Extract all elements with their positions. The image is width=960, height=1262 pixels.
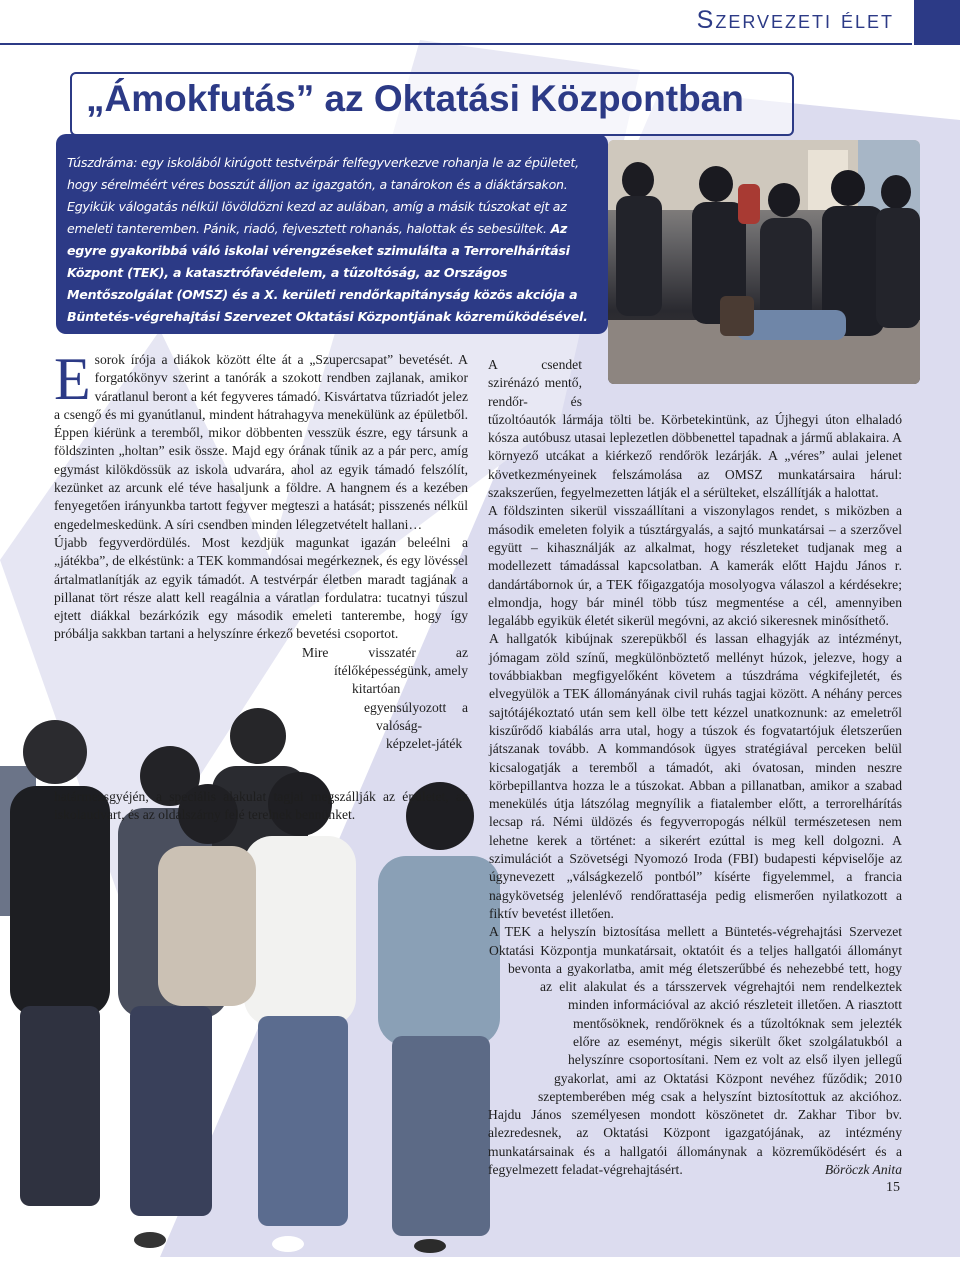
paragraph-right-2: A földszinten sikerül visszaállítani a viszonylagos rendet, s miközben a második emeleten folyik a túsztárgyalás, a sajtó munkatársai – a szerzővel együtt – kihasználják az alkalmat, hogy részleteket tudjanak meg a modellezett támadással kapcsolatban. A kamerák előtt Hajdu János r. dandártábornok úr, a TEK főigazgatója mosolyogva válaszol a kérdésekre; elmondja, hogy bár minél több túsz megmentése a cél, amennyiben legalább egyikük életét sikerül megóvni, az akció sikeresnek minősíthető. <box>488 503 902 629</box>
paragraph-right-4: A TEK a helyszín biztosítása mellett a Büntetés-végrehajtási Szervezet Oktatási Központja munkatársait, oktatóit és a teljes hallgatói állományt bevonta a gyakorlatba, amit még életszerűbbé és nehezebbé tett, hogy az elit alakulat és a társszervek végrehajtói nem rendelkeztek minden információval az akció részleteit illetően. A riasztott mentősöknek, rendőröknek és a tűzoltóknak sem jelezték előre az eseményt, mégis sikerült őket szolgálatukból a helyszínre csoportosítani. Nem ez volt az első ilyen jellegű gyakorlat, ami az Oktatási Központ nevéhez fűződik; 2010 szeptemberében még csak a helyszínt biztosítottuk az akcióhoz. Hajdu János személyesen mondott köszönetet dr. Zakhar Tibor bv. alezredesnek, az Oktatási Központ igazgatójának, az intézmény munkatársainak és a hallgatói állománynak a közreműködésért és a fegyelmezett feladat-végrehajtásért. Böröczk Anita <box>488 923 902 1179</box>
swat-team-photo <box>608 140 920 384</box>
lead-text <box>67 152 596 328</box>
section-label: Szervezeti élet <box>696 6 894 34</box>
drop-cap: E <box>54 346 91 412</box>
paragraph-3-wrap <box>54 644 468 825</box>
article-title: „Ámokfutás” az Oktatási Központban <box>86 78 744 119</box>
lead-bold: Az egyre gyakoribbá váló iskolai vérengzéseket szimulálta a Terrorelhárítási Központ (TEK), a katasztrófavédelem, a tűzoltóság, az Országos Mentőszolgálat (OMSZ) és a X. kerületi rendőrkapitányság közös akciója a Büntetés-végrehajtási Szervezet Oktatási Központjának közreműködésével. <box>67 221 588 324</box>
lead-box <box>56 134 608 334</box>
header-block <box>914 0 960 45</box>
lead-italic: Túszdráma: egy iskolából kirúgott testvérpár felfegyverkezve rohanja le az épületet, hogy sérelméért véres bosszút álljon az igazgatón, a tanárokon és a diáktársakon. Egyikük válogatás nélkül lövöldözni kezd az aulában, amíg a másik túszokat ejt az emeleti tanteremben. Pánik, riadó, fejvesztett rohanás, halottak és sebesültek. <box>67 155 579 236</box>
intro-text: sorok írója a diákok között élte át a „Szupercsapat” bevetését. A forgatókönyv szerint a tanórák a szokott rendben zajlanak, amikor váratlanul beront a két fegyveres támadó. Kisvártatva tűzriadót jelez a csengő és mi gyanútlanul, mindent hátrahagyva menekülünk az épületből. Éppen kiérünk a teremből, mikor döbbenten vesszük észre, egy társunk a földszinten „holtan” esik össze. Majd egy órának tűnik az a pár perc, amíg egymást kilökdössük az iskola udvarára, ahol az egyik támadó felszólít, kezünket az arcunk elé téve hasaljunk a földre. A hangnem és a kezében fenyegetően irányunkba tartott fegyver megteszi a hatását; pisszenés nélkül engedelmeskedünk. A síri csendben minden lélegzetvételt hallani… <box>54 352 468 532</box>
paragraph-right-1: A csendet szirénázó mentő, rendőr- és tűzoltóautók lármája tölti be. Körbetekintünk, az Újhegyi úton elhaladó kósza autóbusz utasai leplezetlen döbbenettel tapadnak a jármű ablakaira. A környező utcákat a kiérkező rendőrök lezárják. A „véres” aulai jelenet következményeinek felszámolása az OMSZ munkatársaira hárul: szakszerűen, fegyelmezetten látják el a sérülteket, elszállítják a halottat. <box>488 357 902 501</box>
paragraph-right-3: A hallgatók kibújnak szerepükből és lassan elhagyják az intézményt, jómagam zöld színű, megkülönböztető mellényt húzok, jelezve, hogy a továbbiakban megfigyelőként követem a túszdráma végkifejletét, és elvegyülök a TEK állományának civil ruhás tagjai között. A néhány perces sajtótájékoztató után sem kell ölbe tett kézzel unatkoznunk: az emeletről kiszűrődő kiabálás arra utal, hogy a túszok és fogvatartójuk életszerűen játszanak tovább. A kommandósok ügyes stratégiával perceken belül kicsalogatják a teremből a támadót, aki óvatosan, minden neszre körbepillantva hozza le a túszokat. Abban a pillanatban, amikor a szabad menekülés útja látszólag megnyílik a fiatalember előtt, a terrorelhárítás lecsap rá. Némi üldözés és fegyverropogás nélkül természetesen nem lehetne kerek a történet: a sikerért ezúttal is meg kell dolgozni. A szimulációt a Szövetségi Nyomozó Iroda (FBI) budapesti képviselője az úgynevezett „válságkezelő pontból” kísérte figyelemmel, a francia nagykövetség jelenlévő rendőrattaséja pedig elismerően nyilatkozott a fiktív bevetést illetően. <box>489 631 902 921</box>
article-column-left <box>54 346 468 824</box>
paragraph-intro <box>54 346 468 534</box>
author-name: Böröczk Anita <box>824 1162 902 1178</box>
header-rule <box>0 43 912 45</box>
paragraph-2: Újabb fegyverdördülés. Most kezdjük magunkat igazán beleélni a „játékba”, de elkéstünk: a TEK kommandósai megérkeznek, és egy lövéssel ártalmatlanítják az egyik támadót. A testvérpár életben maradt tagjának a pillanat tört része alatt kell reagálnia a váratlan fordulatra: tucatnyi túszul ejtett diákkal bezárkózik egy második emeleti tanterembe, hogy így próbálja sakkban tartani a helyszínre érkező bevetési csoportot. <box>54 534 468 642</box>
article-column-right <box>488 356 902 1179</box>
paragraph-3: Mire visszatér az ítélőképességünk, amely kitartóan egyensúlyozott a valóság-képzelet-játék határmezsgyéjén, a speciális alakulat tagjai megszállják az épületet, az iskolaudvart, és az oldalszárny felé terelnek bennünket. <box>54 644 468 823</box>
page-number: 15 <box>886 1180 900 1195</box>
